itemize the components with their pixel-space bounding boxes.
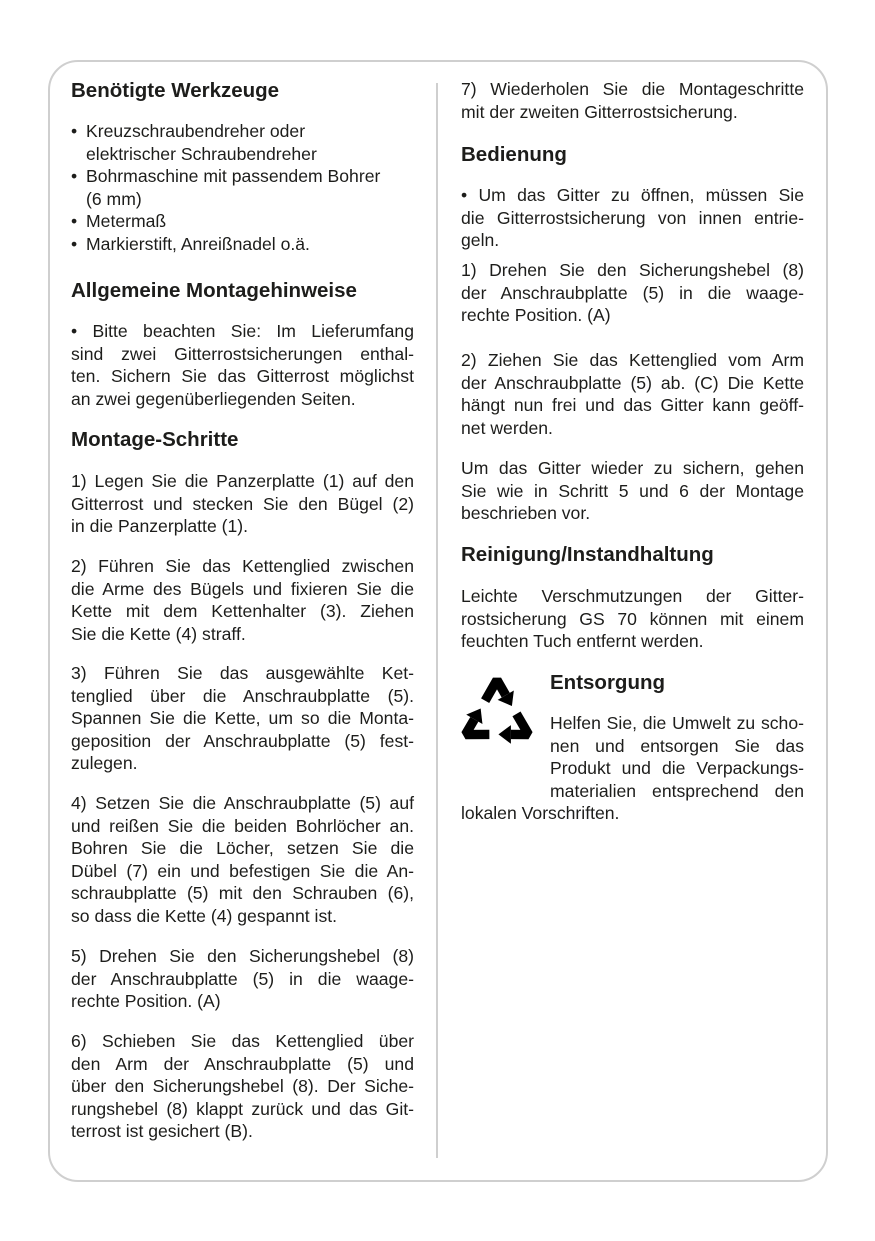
text-line: feuchten Tuch entfernt werden. [461,631,704,651]
tools-item-line: Metermaß [86,211,167,231]
text-line: 5) Drehen Sie den Sicherungshebel (8) [71,946,414,966]
text-line: 1) Drehen Sie den Sicherungshebel (8) [461,260,804,280]
step-7-paragraph [461,78,804,123]
heading-general-notes: Allgemeine Montagehinweise [71,279,357,302]
text-line: der Anschraubplatte (5) in die waage- [461,282,804,303]
operation-paragraph-2 [461,259,804,327]
text-line: Um das Gitter wieder zu sichern, gehen [461,458,804,478]
step-5-paragraph [71,945,414,1013]
text-line: 1) Legen Sie die Panzerplatte (1) auf den [71,471,414,491]
text-line: Sie wie in Schritt 5 und 6 der Montage [461,480,804,501]
text-line: der Anschraubplatte (5) in die waage- [71,968,414,989]
bullet: • [71,166,78,186]
text-line: schraubplatte (5) mit den Schrauben (6), [71,883,414,903]
tools-item-line: Kreuzschraubendreher oder [86,121,306,141]
heading-disposal: Entsorgung [550,671,666,694]
text-line: Helfen Sie, die Umwelt zu scho- [550,713,804,733]
text-line: mit der zweiten Gitterrostsicherung. [461,101,738,122]
tools-item-line: (6 mm) [86,188,142,209]
text-line: Dübel (7) ein und befestigen Sie die An- [71,860,414,881]
text-line: Produkt und die Verpackungs- [550,758,804,778]
heading-tools: Benötigte Werkzeuge [71,79,280,102]
operation-paragraph-3 [461,349,804,439]
column-divider [436,83,438,1158]
text-line: Kette mit dem Kettenhalter (3). Ziehen [71,601,414,621]
text-line: 3) Führen Sie das ausgewählte Ket- [71,663,414,683]
maintenance-paragraph [461,585,804,653]
bullet: • [71,233,78,254]
text-line: die Gitterrostsicherung von innen entrie- [461,207,804,228]
text-line: 2) Ziehen Sie das Kettenglied vom Arm [461,350,804,370]
text-line: die Arme des Bügels und fixieren Sie die [71,578,414,599]
text-line: zulegen. [71,753,138,773]
tools-item [71,165,414,210]
text-line: lokalen Vorschriften. [461,803,620,823]
heading-operation: Bedienung [461,143,567,166]
text-line: an zwei gegenüberliegenden Seiten. [71,388,356,409]
step-1-paragraph [71,470,414,538]
text-line: nen und entsorgen Sie das [550,735,804,756]
text-line: rechte Position. (A) [71,991,221,1011]
tools-item-line: Bohrmaschine mit passendem Bohrer [86,166,381,186]
text-line: • Um das Gitter zu öffnen, müssen Sie [461,185,804,205]
text-line: sind zwei Gitterrostsicherungen enthal- [71,343,414,364]
text-line: über den Sicherungshebel (8). Der Siche- [71,1076,414,1096]
text-line: net werden. [461,417,553,438]
step-4-paragraph [71,792,414,927]
text-line: in die Panzerplatte (1). [71,516,249,536]
text-line: so dass die Kette (4) gespannt ist. [71,905,338,926]
text-line: • Bitte beachten Sie: Im Lieferumfang [71,321,414,341]
bullet: • [71,211,78,231]
text-line: rechte Position. (A) [461,305,611,325]
text-line: 7) Wiederholen Sie die Montageschritte [461,79,804,99]
text-line: terrost ist gesichert (B). [71,1121,253,1141]
recycling-arrow [485,680,514,706]
tools-item-line: Markierstift, Anreißnadel o.ä. [86,233,310,254]
text-line: 6) Schieben Sie das Kettenglied über [71,1031,414,1051]
text-line: materialien entsprechend den [550,780,804,801]
step-6-paragraph [71,1030,414,1143]
tools-item [71,120,414,165]
general-notes-paragraph [71,320,414,410]
text-line: den Arm der Anschraubplatte (5) und [71,1053,414,1074]
text-line: der Anschraubplatte (5) ab. (C) Die Kette [461,372,804,393]
text-line: und reißen Sie die beiden Bohrlöcher an. [71,815,414,836]
text-line: Bohren Sie die Löcher, setzen Sie die [71,838,414,858]
text-line: beschrieben vor. [461,503,591,523]
bullet: • [71,121,78,141]
text-line: Leichte Verschmutzungen der Gitter- [461,586,804,606]
text-line: Sie die Kette (4) straff. [71,623,246,644]
operation-paragraph-1 [461,184,804,252]
step-2-paragraph [71,555,414,645]
text-line: geposition der Anschraubplatte (5) fest- [71,730,414,751]
disposal-paragraph [461,712,804,825]
text-line: rostsicherung GS 70 können mit einem [461,608,804,629]
heading-assembly-steps: Montage-Schritte [71,428,239,451]
text-line: hängt nun frei und das Gitter kann geöff- [461,395,804,415]
heading-maintenance: Reinigung/Instandhaltung [461,543,714,566]
step-3-paragraph [71,662,414,775]
text-line: ten. Sichern Sie das Gitterrost möglichst [71,366,414,386]
text-line: geln. [461,230,500,250]
text-line: 4) Setzen Sie die Anschraubplatte (5) auf [71,793,414,813]
text-line: Gitterrost und stecken Sie den Bügel (2) [71,493,414,514]
text-line: rungshebel (8) klappt zurück und das Git- [71,1098,414,1119]
text-line: Spannen Sie die Kette, um so die Monta- [71,708,414,728]
text-line: tenglied über die Anschraubplatte (5). [71,685,414,706]
tools-item [71,233,414,256]
operation-paragraph-4 [461,457,804,525]
text-line: 2) Führen Sie das Kettenglied zwischen [71,556,414,576]
tools-item [71,210,414,233]
tools-item-line: elektrischer Schraubendreher [86,143,317,164]
tools-list [71,120,414,255]
